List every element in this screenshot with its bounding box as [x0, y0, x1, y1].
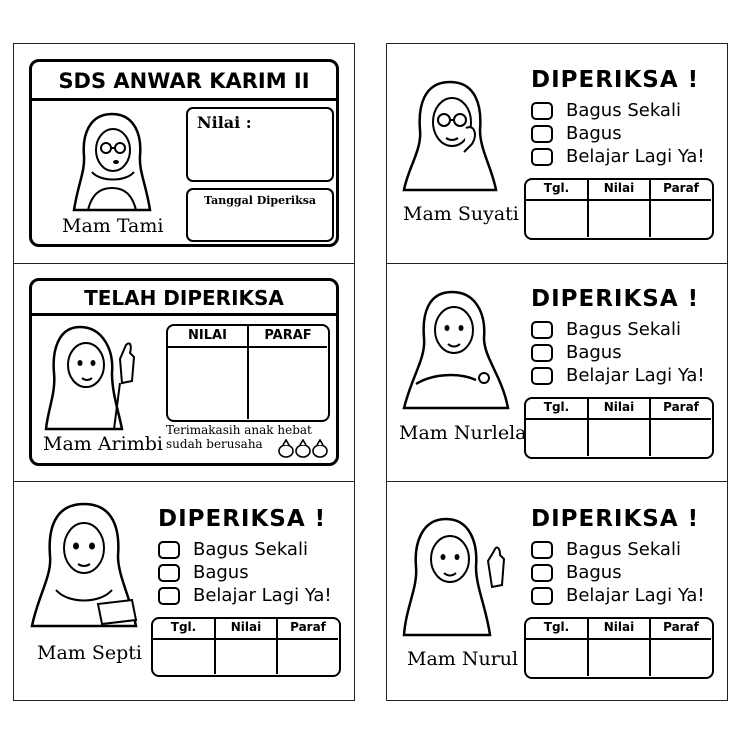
portrait-tami [70, 110, 154, 214]
col-paraf: Paraf [663, 620, 699, 634]
checkbox[interactable] [531, 125, 553, 143]
col-paraf: Paraf [663, 400, 699, 414]
diperiksa-title-nurul: DIPERIKSA ! [531, 506, 700, 532]
thumbs-up-icon [277, 439, 329, 459]
checkbox[interactable] [531, 541, 553, 559]
tanggal-label: Tanggal Diperiksa [203, 194, 317, 207]
col-nilai: Nilai [230, 620, 262, 634]
tanggal-box [186, 188, 334, 242]
portrait-suyati [400, 78, 500, 194]
school-name: SDS ANWAR KARIM II [58, 69, 310, 93]
col-tgl: Tgl. [543, 181, 570, 195]
col-nilai: Nilai [603, 620, 635, 634]
thanks-line-2: sudah berusaha [166, 437, 263, 451]
sig-table-suyati [524, 178, 714, 240]
teacher-name-suyati: Mam Suyati [403, 203, 519, 225]
paraf-col-label: PARAF [264, 328, 312, 343]
option-belajar-lagi: Belajar Lagi Ya! [158, 584, 332, 607]
sig-table-nurul [524, 617, 714, 679]
nilai-paraf-box [166, 324, 330, 422]
option-bagus: Bagus [531, 561, 705, 584]
diperiksa-title-suyati: DIPERIKSA ! [531, 67, 700, 93]
teacher-name-arimbi: Mam Arimbi [43, 433, 163, 455]
checkbox[interactable] [158, 541, 180, 559]
col-tgl: Tgl. [170, 620, 197, 634]
options-suyati [531, 99, 705, 168]
option-belajar-lagi: Belajar Lagi Ya! [531, 364, 705, 387]
col-paraf: Paraf [663, 181, 699, 195]
diperiksa-title-septi: DIPERIKSA ! [158, 506, 327, 532]
checkbox[interactable] [158, 564, 180, 582]
checkbox[interactable] [531, 344, 553, 362]
checkbox[interactable] [531, 321, 553, 339]
teacher-name-nurul: Mam Nurul [407, 648, 519, 670]
portrait-nurul [400, 515, 512, 639]
stamp-tami-frame [29, 59, 339, 247]
option-belajar-lagi: Belajar Lagi Ya! [531, 584, 705, 607]
option-bagus-sekali: Bagus Sekali [531, 318, 705, 341]
portrait-nurlela [398, 288, 514, 412]
option-bagus: Bagus [158, 561, 332, 584]
teacher-name-nurlela: Mam Nurlela [399, 422, 527, 444]
checkbox[interactable] [158, 587, 180, 605]
option-bagus-sekali: Bagus Sekali [531, 99, 705, 122]
option-bagus: Bagus [531, 122, 705, 145]
col-tgl: Tgl. [543, 620, 570, 634]
stamp-arimbi-header [32, 281, 336, 316]
checkbox[interactable] [531, 564, 553, 582]
checkbox[interactable] [531, 148, 553, 166]
options-nurlela [531, 318, 705, 387]
option-bagus-sekali: Bagus Sekali [531, 538, 705, 561]
teacher-name-tami: Mam Tami [62, 215, 164, 237]
checkbox[interactable] [531, 367, 553, 385]
nilai-box [186, 107, 334, 182]
option-bagus: Bagus [531, 341, 705, 364]
sig-table-septi [151, 617, 341, 677]
nilai-col-label: NILAI [188, 328, 227, 343]
stamp-tami-header [32, 62, 336, 101]
checkbox[interactable] [531, 102, 553, 120]
col-tgl: Tgl. [543, 400, 570, 414]
stamp-arimbi-frame [29, 278, 339, 466]
nilai-label: Nilai : [197, 113, 252, 132]
portrait-arimbi [44, 323, 144, 431]
option-bagus-sekali: Bagus Sekali [158, 538, 332, 561]
options-septi [158, 538, 332, 607]
thanks-line-1: Terimakasih anak hebat [166, 423, 312, 437]
option-belajar-lagi: Belajar Lagi Ya! [531, 145, 705, 168]
col-paraf: Paraf [290, 620, 326, 634]
diperiksa-title-nurlela: DIPERIKSA ! [531, 286, 700, 312]
teacher-name-septi: Mam Septi [37, 642, 142, 664]
col-nilai: Nilai [603, 181, 635, 195]
portrait-septi [28, 500, 140, 630]
col-nilai: Nilai [603, 400, 635, 414]
checkbox[interactable] [531, 587, 553, 605]
options-nurul [531, 538, 705, 607]
telah-diperiksa-title: TELAH DIPERIKSA [84, 286, 284, 310]
sig-table-nurlela [524, 397, 714, 459]
